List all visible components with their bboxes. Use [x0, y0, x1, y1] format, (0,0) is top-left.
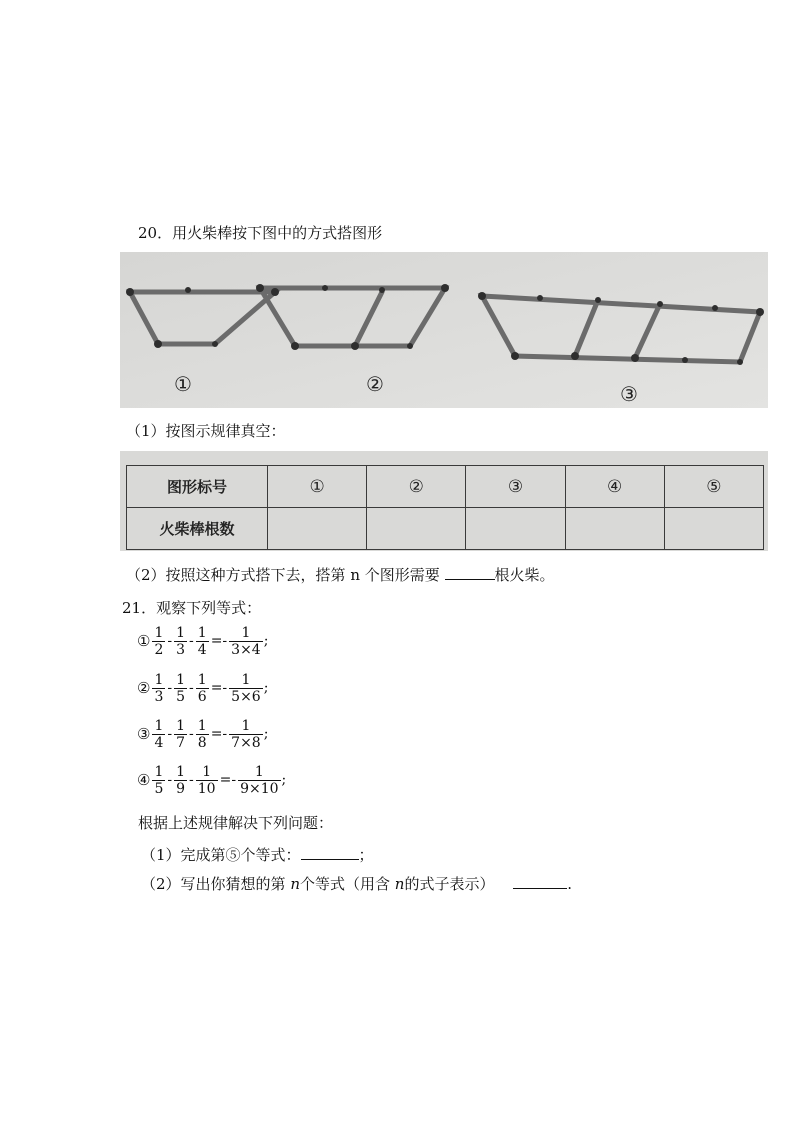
figure-label-2: ② [366, 372, 384, 396]
fraction [229, 718, 263, 751]
q21-part1 [141, 844, 374, 865]
equation-2 [137, 671, 268, 705]
q20-part1: （1）按图示规律真空： [126, 422, 286, 440]
fraction [174, 672, 187, 705]
numerator: 1 [154, 763, 164, 780]
fraction [152, 764, 165, 797]
answer-cell-2[interactable] [367, 508, 466, 550]
equals-sign: =- [210, 680, 228, 696]
answer-cell-1[interactable] [268, 508, 367, 550]
numerator: 1 [254, 763, 264, 780]
column-header-5: ⑤ [664, 466, 763, 508]
column-header-3: ③ [466, 466, 565, 508]
fraction [196, 672, 209, 705]
fraction [196, 718, 209, 751]
q20-part2-text: （2）按照这种方式搭下去，搭第 n 个图形需要 [126, 566, 445, 584]
equals-sign: =- [219, 772, 237, 788]
fraction [229, 672, 263, 705]
semicolon: ; [263, 680, 269, 696]
q21-instruction: 根据上述规律解决下列问题： [138, 814, 334, 832]
q21-part2-text: （2）写出你猜想的第 [141, 875, 291, 893]
figure-label-3: ③ [620, 382, 638, 406]
minus-sign: - [167, 772, 173, 788]
table-row [127, 508, 764, 550]
column-header-1: ① [268, 466, 367, 508]
numerator: 1 [154, 624, 164, 641]
equals-sign: =- [210, 726, 228, 742]
denominator: 4 [197, 641, 207, 658]
denominator: 3 [176, 641, 186, 658]
semicolon: ; [263, 726, 269, 742]
denominator: 8 [197, 734, 207, 751]
minus-sign: - [189, 772, 194, 788]
answer-cell-4[interactable] [565, 508, 664, 550]
fraction [196, 625, 209, 658]
column-header-2: ② [367, 466, 466, 508]
q20-title: 20．用火柴棒按下图中的方式搭图形 [138, 224, 383, 242]
denominator: 10 [197, 780, 216, 797]
denominator: 2 [154, 641, 164, 658]
table-photo [120, 451, 768, 551]
minus-sign: - [189, 680, 194, 696]
equation-1 [137, 624, 268, 658]
q21-part2 [141, 873, 572, 894]
answer-blank[interactable] [301, 845, 359, 860]
fraction [196, 764, 218, 797]
fraction [152, 718, 165, 751]
equation-4 [137, 763, 286, 797]
fraction [174, 625, 187, 658]
denominator: 3×4 [231, 641, 261, 658]
fraction [152, 672, 165, 705]
denominator: 5 [176, 688, 186, 705]
fraction [238, 764, 280, 797]
numerator: 1 [176, 717, 186, 734]
matchstick-table [126, 465, 764, 550]
table-row [127, 466, 764, 508]
period: . [567, 875, 573, 893]
answer-blank[interactable] [445, 565, 495, 580]
answer-cell-5[interactable] [664, 508, 763, 550]
semicolon: ; [281, 772, 287, 788]
q20-part2-tail: 根火柴。 [494, 566, 555, 584]
denominator: 9 [176, 780, 186, 797]
numerator: 1 [202, 763, 212, 780]
numerator: 1 [241, 717, 251, 734]
numerator: 1 [197, 717, 207, 734]
matchstick-figures [120, 252, 768, 408]
minus-sign: - [189, 633, 194, 649]
fraction [174, 718, 187, 751]
figure-label-1: ① [174, 372, 192, 396]
equation-3 [137, 717, 268, 751]
denominator: 9×10 [240, 780, 279, 797]
numerator: 1 [241, 671, 251, 688]
q21-title: 21．观察下列等式： [122, 599, 262, 617]
numerator: 1 [241, 624, 251, 641]
semicolon: ; [263, 633, 269, 649]
numerator: 1 [197, 671, 207, 688]
minus-sign: - [167, 726, 173, 742]
variable-n: n [290, 875, 300, 893]
denominator: 5×6 [231, 688, 261, 705]
row-header-figure-number: 图形标号 [127, 466, 268, 508]
matchstick-figure-photo [120, 252, 768, 408]
numerator: 1 [154, 671, 164, 688]
numerator: 1 [176, 624, 186, 641]
fraction [174, 764, 187, 797]
numerator: 1 [176, 671, 186, 688]
numerator: 1 [176, 763, 186, 780]
equation-label: ② [137, 679, 151, 697]
numerator: 1 [154, 717, 164, 734]
denominator: 4 [154, 734, 164, 751]
equation-label: ① [137, 632, 151, 650]
minus-sign: - [189, 726, 194, 742]
q21-part2-text: 个等式（用含 [299, 875, 395, 893]
minus-sign: - [167, 680, 173, 696]
answer-blank[interactable] [513, 874, 567, 889]
denominator: 7 [176, 734, 186, 751]
column-header-4: ④ [565, 466, 664, 508]
q21-part1-tail: ； [358, 846, 374, 864]
numerator: 1 [197, 624, 207, 641]
answer-cell-3[interactable] [466, 508, 565, 550]
equals-sign: =- [210, 633, 228, 649]
fraction [152, 625, 165, 658]
q21-part2-text: 的式子表示） [404, 875, 495, 893]
denominator: 6 [197, 688, 207, 705]
variable-n: n [394, 875, 405, 893]
equation-label: ④ [137, 771, 151, 789]
denominator: 3 [154, 688, 164, 705]
denominator: 5 [154, 780, 164, 797]
q21-part1-text: （1）完成第⑤个等式： [141, 846, 301, 864]
denominator: 7×8 [231, 734, 261, 751]
fraction [229, 625, 263, 658]
q20-part2 [126, 564, 555, 585]
row-header-match-count: 火柴棒根数 [127, 508, 268, 550]
equation-label: ③ [137, 725, 151, 743]
minus-sign: - [167, 633, 173, 649]
